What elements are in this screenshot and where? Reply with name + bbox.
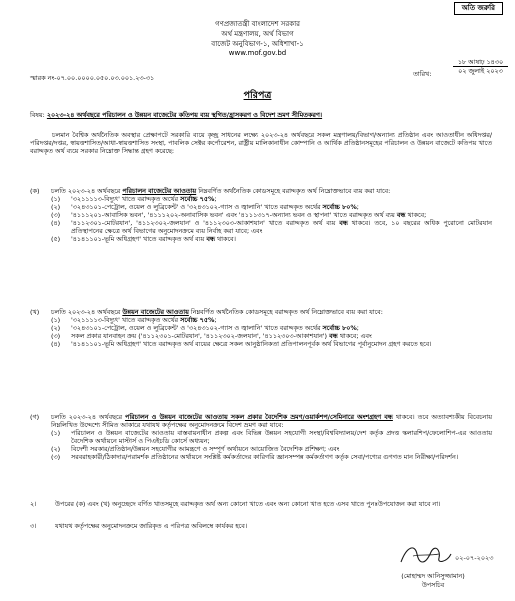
list-item-emphasis: সর্বোচ্চ ৭৫%: [180, 316, 215, 324]
date-english: ০২ জুলাই ২০২৩: [458, 67, 503, 76]
list-item-number: (২): [51, 203, 61, 211]
section-ka: [30, 187, 492, 243]
section-kha-lead: চলতি ২০২৩-২৪ অর্থবছরে উন্নয়ন বাজেটের আওতায় নিম্নবর্ণিত অর্থনৈতিক কোডসমূহে বরাদ্দকৃত অর্থ নিম্নোক্তভাবে ব্যয় করা যাবে:: [51, 308, 383, 316]
section-ka-list: [51, 195, 492, 243]
list-item-emphasis: বন্ধ: [329, 332, 338, 340]
letterhead: [0, 20, 515, 59]
title-text: পরিপত্র: [243, 90, 272, 101]
signer-name: (মোহাম্মদ আনিসুজ্জামান): [401, 572, 465, 580]
list-item: [51, 195, 492, 203]
signer-block: [368, 572, 498, 589]
list-item: [51, 316, 492, 324]
list-item-emphasis: বন্ধ: [206, 235, 215, 243]
date-bangla: ১৮ আষাঢ় ১৪৩০: [457, 58, 504, 66]
list-item-text: ;: [356, 324, 359, 332]
section-ga-marker: (গ): [30, 413, 40, 421]
list-item-text: '৪১১১২০১-আবাসিক ভবন', '৪১১১২০২-অনাবাসিক ভবন' এবং '৪১১১৩১৭-অন্যান্য ভবন ও স্থাপনা' খাতে বরাদ্দকৃত অর্থ ব্যয়: [71, 211, 397, 219]
list-item-number: (৩): [51, 211, 61, 219]
list-item-emphasis: বন্ধ: [396, 211, 406, 219]
section-kha-list: [51, 316, 492, 348]
list-item-number: (১): [51, 195, 61, 203]
memo-prefix: স্মারক নং-: [30, 74, 57, 82]
list-item-number: (৩): [51, 332, 61, 340]
section-ka-lead: চলতি ২০২৩-২৪ অর্থবছরে পরিচালন বাজেটের আওতায় নিম্নবর্ণিত অর্থনৈতিক কোডসমূহে বরাদ্দকৃত অর্থ নিম্নোক্তভাবে ব্যয় করা যাবে:: [51, 187, 391, 195]
list-item-text: ;: [214, 316, 217, 324]
list-item-number: (৫): [51, 235, 61, 243]
list-item-text: সরবরাহকারী/ঠিকাদার/পরামর্শক প্রতিষ্ঠানের অর্থায়নে সংশ্লিষ্ট কর্মকর্তাদের কারিগরি জ্ঞানসম্পন্ন কর্মকর্তাগণ কর্তৃক সেবা/পণ্যের গুণগত মান নিরীক্ষা/পরিদর্শন।: [71, 453, 459, 461]
list-item: [51, 332, 492, 340]
date-label: তারিখ:: [413, 70, 432, 78]
list-item-number: (২): [51, 324, 61, 332]
section-ga-list: [51, 429, 492, 461]
intro-paragraph: চলমান বৈশ্বিক অর্থনৈতিক অবস্থার প্রেক্ষাপটে সরকারি ব্যয়ে কৃচ্ছ্র সাধনের লক্ষ্যে ২০২৩-২৪ অর্থবছরে সকল মন্ত্রণালয়/বিভাগ/অন্যান্য প্রতিষ্ঠান এবং আওতাধীন অধিদপ্তর/পরিদপ্তর/দপ্তর, স্বায়ত্তশাসিত/আধা-স্বায়ত্তশাসিত সংস্থা, পাবলিক সেক্টর কর্পোরেশন, রাষ্ট্রীয় মালিকানাধীন কোম্পানি ও আর্থিক প্রতিষ্ঠানসমূহের পরিচালন ও উন্নয়ন বাজেটে কতিপয় খাতে বরাদ্দকৃত অর্থ ব্যয়ে সরকার নিম্নোক্ত সিদ্ধান্ত গ্রহণ করেছে:: [30, 131, 492, 155]
closing-text: যথাযথ কর্তৃপক্ষের অনুমোদনক্রমে জারিকৃত এ পরিপত্র অবিলম্বে কার্যকর হবে।: [55, 522, 248, 530]
wing-line: বাজেট অনুবিভাগ-১, অধিশাখা-১: [211, 39, 304, 48]
list-item-emphasis: সর্বোচ্চ ৭৫%: [180, 195, 215, 203]
list-item-text: '৩২৪৩১০১-পেট্রোল, ওয়েল ও লুব্রিকেন্ট' ও '৩২৪৩১০২-গ্যাস ও জ্বালানি' খাতে বরাদ্দকৃত অর্থের: [71, 203, 323, 211]
signer-designation: উপসচিব: [421, 580, 445, 589]
list-item-emphasis: বন্ধ: [339, 219, 348, 227]
document-title: [0, 90, 515, 102]
subject-line: [30, 111, 490, 119]
list-item-text: থাকবে;: [405, 211, 427, 219]
list-item-text: বিদেশী সরকার/প্রতিষ্ঠান/উন্নয়ন সহযোগীর আমন্ত্রণে ও সম্পূর্ণ অর্থায়নে আয়োজিত বৈদেশিক প্রশিক্ষণ; এবং: [71, 445, 340, 453]
section-kha: [30, 308, 492, 348]
list-item-emphasis: সর্বোচ্চ ৮০%: [322, 203, 357, 211]
list-item-text: '৩২১১১১৩-বিদ্যুৎ' খাতে বরাদ্দকৃত অর্থের: [71, 195, 181, 203]
list-item: [51, 324, 492, 332]
list-item: [51, 340, 492, 348]
urgent-box: অতি জরুরি: [454, 2, 503, 15]
section-ga: [30, 413, 492, 461]
subject-label: বিষয়:: [30, 111, 45, 119]
closing-num: ৩।: [30, 522, 37, 530]
list-item-emphasis: সর্বোচ্চ ৮০%: [322, 324, 357, 332]
subject-text: ২০২৩-২৪ অর্থবছরে পরিচালন ও উন্নয়ন বাজেটের কতিপয় ব্যয় স্থগিত/হ্রাসকরণ ও বিদেশ ভ্রমণ সীমিতকরণ।: [46, 111, 323, 119]
list-item-text: '৩২১১১১৩-বিদ্যুৎ' খাতে বরাদ্দকৃত অর্থের: [71, 316, 181, 324]
list-item: [51, 211, 492, 219]
list-item: [51, 203, 492, 211]
list-item-text: সকল প্রকার যানবাহন ক্রয় ('৪১১২৩০১-মোটরযান', '৪১১২৩০২-জলযান', '৪১১২৩০৩-আকাশযান'): [71, 332, 330, 340]
list-item: [51, 235, 492, 243]
list-item: [51, 219, 492, 235]
list-item-number: (৩): [51, 453, 61, 461]
ministry-line: অর্থ মন্ত্রণালয়, অর্থ বিভাগ: [221, 29, 294, 38]
list-item-text: '৪১৪১১০১-ভূমি অধিগ্রহণ' খাতে বরাদ্দকৃত অর্থ ব্যয়ের ক্ষেত্রে সকল আনুষ্ঠানিকতা প্রতিপালনপূর্বক অর্থ বিভাগের পূর্বানুমোদন গ্রহণ করতে হবে।: [71, 340, 432, 348]
list-item-number: (১): [51, 429, 61, 437]
section-ga-lead: চলতি ২০২৩-২৪ অর্থবছরে পরিচালন ও উন্নয়ন বাজেটের আওতায় সকল প্রকার বৈদেশিক ভ্রমণ/ওয়ার্কশপ/সেমিনারে অংশগ্রহণ বন্ধ থাকবে। তবে অত্যাবশ্যকীয় বিবেচনায় নিম্নলিখিত উদ্দেশ্যে সীমিত আকারে যথাযথ কর্তৃপক্ষের অনুমোদনক্রমে বিদেশ ভ্রমণ করা যাবে:: [51, 413, 492, 429]
list-item-number: (৪): [51, 340, 61, 348]
list-item-text: '৪১৪১১০১-ভূমি অধিগ্রহণ' খাতে বরাদ্দকৃত অর্থ ব্যয়: [71, 235, 207, 243]
list-item-text: ;: [214, 195, 217, 203]
list-item-text: পরিচালন ও উন্নয়ন বাজেটের আওতায় বাস্তবায়নাধীন প্রকল্প এবং বিভিন্ন উন্নয়ন সহযোগী সংস্থা/বিশ্ববিদ্যালয়/দেশ কর্তৃক প্রদত্ত স্কলারশিপ/ফেলোশিপ-এর আওতায় বৈদেশিক অর্থায়নে মাস্টার্স ও পিএইচডি কোর্সে অধ্যয়ন;: [71, 429, 492, 445]
signature-date: ০২-০৭-২০২৩: [455, 554, 494, 562]
list-item: [51, 429, 492, 445]
list-item-number: (১): [51, 316, 61, 324]
closing-num: ২।: [30, 500, 37, 508]
section-ka-marker: (ক): [30, 187, 40, 195]
list-item-text: থাকবে। তবে, ১০ বছরের অধিক পুরোনো মোটরযান প্রতিস্থাপনের ক্ষেত্রে অর্থ বিভাগের অনুমোদনক্রমে ব্যয় নির্বাহ করা যাবে; এবং: [71, 219, 492, 235]
closing-para-3: [30, 522, 492, 530]
handwritten-signature: [395, 540, 495, 570]
list-item-text: '৩২৪৩১০১-পেট্রোল, ওয়েল ও লুব্রিকেন্ট' ও '৩২৪৩১০২-গ্যাস ও জ্বালানি' খাতে বরাদ্দকৃত অর্থের: [71, 324, 323, 332]
list-item-text: ;: [356, 203, 359, 211]
memo-value: ০৭.০০.০০০০.০৫০.০৩.০০১.২৩-৩১: [56, 74, 155, 82]
list-item-text: '৪১১২৩০১-মোটরযান', '৪১১২৩০২-জলযান' ও '৪১১২৩০৩-আকাশযান' খাতে বরাদ্দকৃত অর্থ ব্যয়: [71, 219, 340, 227]
closing-para-2: [30, 500, 492, 508]
list-item-text: থাকবে।: [214, 235, 236, 243]
list-item: [51, 453, 492, 461]
list-item-text: থাকবে; এবং: [337, 332, 372, 340]
memo-number: [30, 74, 154, 82]
website-line: www.mof.gov.bd: [228, 49, 287, 58]
govt-line: গণপ্রজাতন্ত্রী বাংলাদেশ সরকার: [215, 20, 300, 28]
list-item: [51, 445, 492, 453]
list-item-number: (৪): [51, 219, 61, 227]
closing-text: উপরের (ক) এবং (খ) অনুচ্ছেদে বর্ণিত খাতসমূহে বরাদ্দকৃত অর্থ অন্য কোনো খাতে এবং অন্য কোনো খাত হতে এসব খাতে পুনঃউপযোজন করা যাবে না।: [55, 500, 441, 508]
section-kha-marker: (খ): [30, 308, 40, 316]
list-item-number: (২): [51, 445, 61, 453]
